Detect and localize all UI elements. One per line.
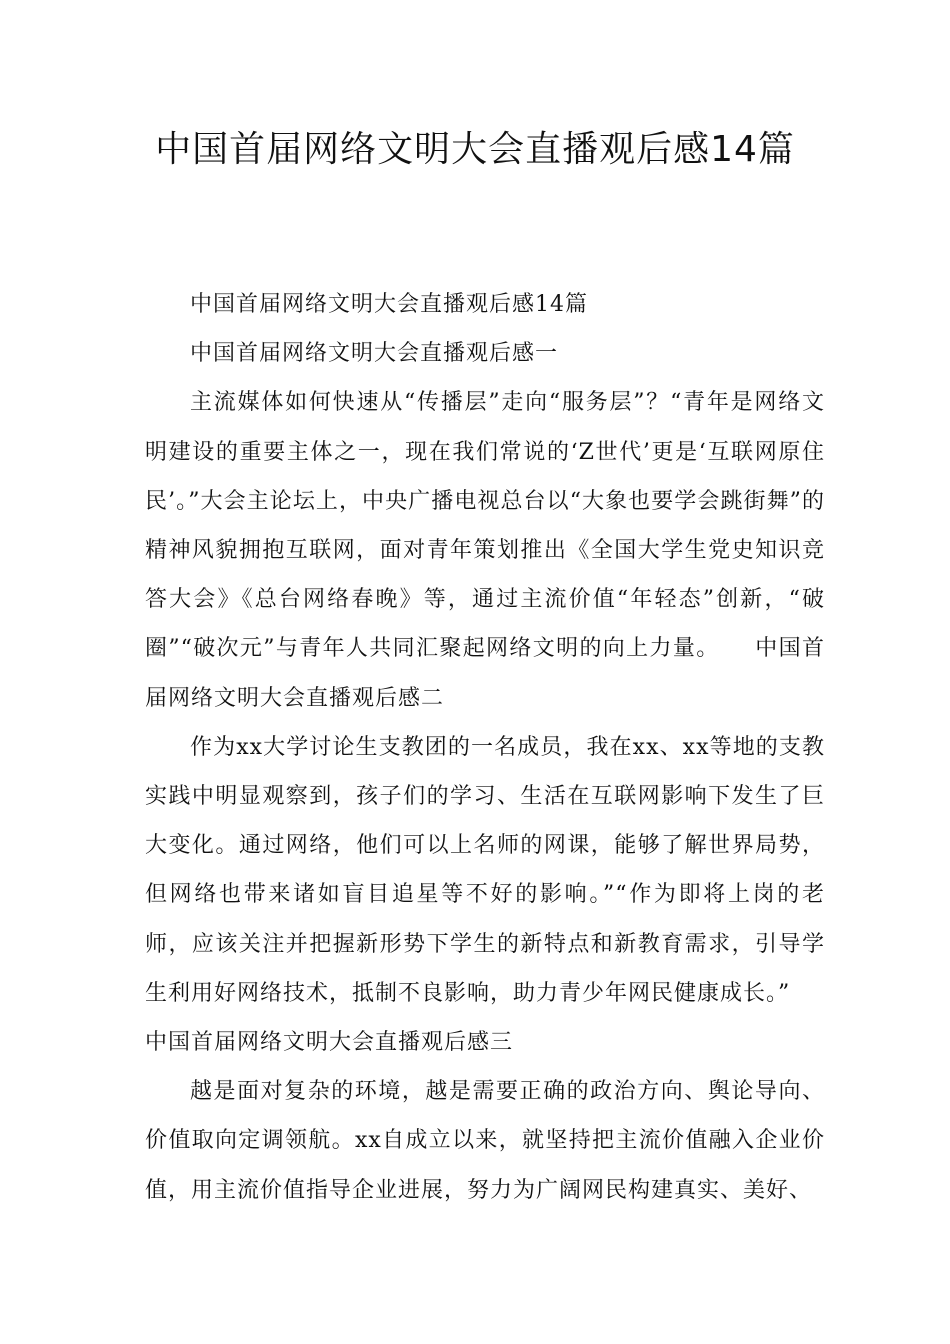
paragraph-heading-three: 中国首届网络文明大会直播观后感三	[145, 1030, 514, 1056]
paragraph-two: 作为xx大学讨论生支教团的一名成员，我在xx、xx等地的支教实践中明显观察到，孩子们的学习、生活在互联网影响下发生了巨大变化。通过网络，他们可以上名师的网课，能够了解世界局势，但网络也带来诸如盲目追星等不好的影响。”“作为即将上岗的老师，应该关注并把握新形势下学生的新特点和新教育需求，引导学生利用好网络技术，抵制不良影响，助力青少年网民健康成长。”	[145, 734, 825, 1006]
document-body	[145, 280, 825, 1215]
paragraph-heading-one: 中国首届网络文明大会直播观后感一	[190, 341, 559, 367]
document-title: 中国首届网络文明大会直播观后感14篇	[155, 129, 795, 170]
paragraph-one: 主流媒体如何快速从“传播层”走向“服务层”？“青年是网络文明建设的重要主体之一，现在我们常说的‘Z世代’更是‘互联网原住民’。”大会主论坛上，中央广播电视总台以“大象也要学会跳街舞”的精神风貌拥抱互联网，面对青年策划推出《全国大学生党史知识竞答大会》《总台网络春晚》等，通过主流价值“年轻态”创新，“破圈”“破次元”与青年人共同汇聚起网络文明的向上力量。 中国首届网络文明大会直播观后感二	[145, 390, 825, 711]
paragraph-three: 越是面对复杂的环境，越是需要正确的政治方向、舆论导向、价值取向定调领航。xx自成立以来，就坚持把主流价值融入企业价值，用主流价值指导企业进展，努力为广阔网民构建真实、美好、	[145, 1079, 825, 1203]
paragraph-subtitle: 中国首届网络文明大会直播观后感14篇	[190, 292, 588, 317]
